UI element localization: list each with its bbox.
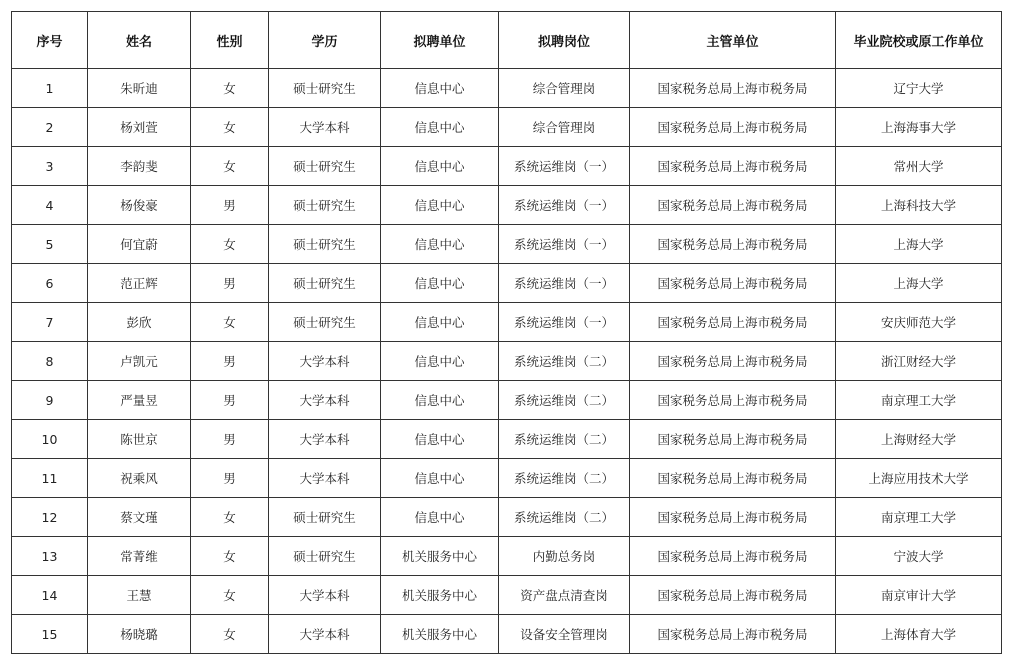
table-row (12, 576, 1002, 615)
table-cell: 14 (12, 576, 88, 615)
table-cell: 女 (191, 537, 269, 576)
table-cell: 国家税务总局上海市税务局 (630, 576, 836, 615)
table-row (12, 420, 1002, 459)
table-row (12, 108, 1002, 147)
table-cell: 硕士研究生 (269, 225, 381, 264)
table-body (12, 69, 1002, 654)
table-cell: 1 (12, 69, 88, 108)
table-cell: 7 (12, 303, 88, 342)
table-cell: 硕士研究生 (269, 69, 381, 108)
table-cell: 设备安全管理岗 (499, 615, 630, 654)
table-cell: 信息中心 (381, 303, 499, 342)
table-cell: 系统运维岗（二） (499, 498, 630, 537)
table-cell: 系统运维岗（一） (499, 186, 630, 225)
table-cell: 女 (191, 108, 269, 147)
table-cell: 安庆师范大学 (836, 303, 1002, 342)
table-cell: 男 (191, 264, 269, 303)
table-cell: 11 (12, 459, 88, 498)
table-cell: 硕士研究生 (269, 303, 381, 342)
header-cell: 拟聘岗位 (499, 12, 630, 69)
table-cell: 国家税务总局上海市税务局 (630, 186, 836, 225)
table-cell: 上海应用技术大学 (836, 459, 1002, 498)
table-cell: 信息中心 (381, 225, 499, 264)
table-cell: 浙江财经大学 (836, 342, 1002, 381)
table-cell: 南京审计大学 (836, 576, 1002, 615)
table-cell: 朱昕迪 (88, 69, 191, 108)
header-cell: 性别 (191, 12, 269, 69)
table-cell: 女 (191, 303, 269, 342)
table-cell: 9 (12, 381, 88, 420)
table-cell: 综合管理岗 (499, 69, 630, 108)
table-cell: 系统运维岗（二） (499, 459, 630, 498)
table-cell: 彭欣 (88, 303, 191, 342)
table-cell: 国家税务总局上海市税务局 (630, 108, 836, 147)
table-cell: 机关服务中心 (381, 537, 499, 576)
table-cell: 信息中心 (381, 459, 499, 498)
table-cell: 6 (12, 264, 88, 303)
table-cell: 大学本科 (269, 459, 381, 498)
table-cell: 女 (191, 147, 269, 186)
table-cell: 李韵斐 (88, 147, 191, 186)
table-cell: 国家税务总局上海市税务局 (630, 147, 836, 186)
table-row (12, 69, 1002, 108)
table-cell: 女 (191, 69, 269, 108)
table-cell: 国家税务总局上海市税务局 (630, 225, 836, 264)
table-cell: 男 (191, 459, 269, 498)
table-cell: 大学本科 (269, 576, 381, 615)
header-cell: 序号 (12, 12, 88, 69)
table-cell: 男 (191, 420, 269, 459)
header-cell: 拟聘单位 (381, 12, 499, 69)
table-cell: 硕士研究生 (269, 498, 381, 537)
table-cell: 机关服务中心 (381, 576, 499, 615)
table-cell: 上海体育大学 (836, 615, 1002, 654)
table-cell: 信息中心 (381, 498, 499, 537)
table-cell: 国家税务总局上海市税务局 (630, 420, 836, 459)
header-cell: 学历 (269, 12, 381, 69)
table-cell: 范正辉 (88, 264, 191, 303)
table-cell: 大学本科 (269, 381, 381, 420)
table-cell: 国家税务总局上海市税务局 (630, 342, 836, 381)
table-cell: 12 (12, 498, 88, 537)
table-cell: 大学本科 (269, 342, 381, 381)
table-cell: 辽宁大学 (836, 69, 1002, 108)
table-cell: 国家税务总局上海市税务局 (630, 69, 836, 108)
header-cell: 主管单位 (630, 12, 836, 69)
table-cell: 女 (191, 615, 269, 654)
table-cell: 何宜蔚 (88, 225, 191, 264)
table-cell: 南京理工大学 (836, 381, 1002, 420)
table-cell: 2 (12, 108, 88, 147)
table-row (12, 225, 1002, 264)
table-cell: 信息中心 (381, 342, 499, 381)
table-cell: 大学本科 (269, 615, 381, 654)
table-row (12, 498, 1002, 537)
table-cell: 综合管理岗 (499, 108, 630, 147)
table-cell: 杨晓璐 (88, 615, 191, 654)
table-cell: 男 (191, 186, 269, 225)
table-cell: 硕士研究生 (269, 537, 381, 576)
table-cell: 内勤总务岗 (499, 537, 630, 576)
header-row (12, 12, 1002, 69)
table-cell: 系统运维岗（一） (499, 225, 630, 264)
table-row (12, 615, 1002, 654)
table-cell: 系统运维岗（二） (499, 342, 630, 381)
table-cell: 上海科技大学 (836, 186, 1002, 225)
table-cell: 蔡文瑾 (88, 498, 191, 537)
table-cell: 信息中心 (381, 381, 499, 420)
table-cell: 男 (191, 381, 269, 420)
table-cell: 硕士研究生 (269, 264, 381, 303)
table-cell: 资产盘点清查岗 (499, 576, 630, 615)
table-cell: 女 (191, 498, 269, 537)
table-cell: 严量昱 (88, 381, 191, 420)
table-cell: 15 (12, 615, 88, 654)
table-cell: 信息中心 (381, 108, 499, 147)
table-cell: 4 (12, 186, 88, 225)
table-cell: 硕士研究生 (269, 147, 381, 186)
table-row (12, 147, 1002, 186)
table-row (12, 264, 1002, 303)
table-row (12, 342, 1002, 381)
table-cell: 南京理工大学 (836, 498, 1002, 537)
table-cell: 常州大学 (836, 147, 1002, 186)
table-cell: 信息中心 (381, 147, 499, 186)
table-cell: 男 (191, 342, 269, 381)
table-cell: 机关服务中心 (381, 615, 499, 654)
table-cell: 信息中心 (381, 420, 499, 459)
table-row (12, 186, 1002, 225)
table-cell: 国家税务总局上海市税务局 (630, 381, 836, 420)
table-cell: 国家税务总局上海市税务局 (630, 264, 836, 303)
table-row (12, 459, 1002, 498)
table-cell: 信息中心 (381, 264, 499, 303)
table-row (12, 381, 1002, 420)
table-cell: 大学本科 (269, 420, 381, 459)
table-cell: 杨刘萱 (88, 108, 191, 147)
table-cell: 硕士研究生 (269, 186, 381, 225)
table-row (12, 303, 1002, 342)
table-cell: 10 (12, 420, 88, 459)
table-cell: 祝乘风 (88, 459, 191, 498)
roster-table (11, 11, 1002, 654)
table-cell: 系统运维岗（二） (499, 381, 630, 420)
header-cell: 姓名 (88, 12, 191, 69)
table-cell: 国家税务总局上海市税务局 (630, 498, 836, 537)
table-row (12, 537, 1002, 576)
table-cell: 大学本科 (269, 108, 381, 147)
table-cell: 杨俊豪 (88, 186, 191, 225)
table-cell: 常菁维 (88, 537, 191, 576)
table-cell: 国家税务总局上海市税务局 (630, 615, 836, 654)
table-cell: 系统运维岗（一） (499, 303, 630, 342)
table-cell: 5 (12, 225, 88, 264)
table-cell: 8 (12, 342, 88, 381)
table-cell: 国家税务总局上海市税务局 (630, 537, 836, 576)
table-cell: 系统运维岗（一） (499, 264, 630, 303)
table-cell: 女 (191, 225, 269, 264)
header-cell: 毕业院校或原工作单位 (836, 12, 1002, 69)
table-cell: 国家税务总局上海市税务局 (630, 459, 836, 498)
table-cell: 13 (12, 537, 88, 576)
table-cell: 国家税务总局上海市税务局 (630, 303, 836, 342)
table-cell: 上海大学 (836, 264, 1002, 303)
table-cell: 上海海事大学 (836, 108, 1002, 147)
table-cell: 信息中心 (381, 69, 499, 108)
table-cell: 卢凯元 (88, 342, 191, 381)
table-cell: 女 (191, 576, 269, 615)
table-cell: 信息中心 (381, 186, 499, 225)
table-cell: 上海财经大学 (836, 420, 1002, 459)
table-cell: 系统运维岗（二） (499, 420, 630, 459)
table-cell: 陈世京 (88, 420, 191, 459)
table-cell: 3 (12, 147, 88, 186)
table-cell: 上海大学 (836, 225, 1002, 264)
table-cell: 系统运维岗（一） (499, 147, 630, 186)
table-cell: 宁波大学 (836, 537, 1002, 576)
table-cell: 王慧 (88, 576, 191, 615)
